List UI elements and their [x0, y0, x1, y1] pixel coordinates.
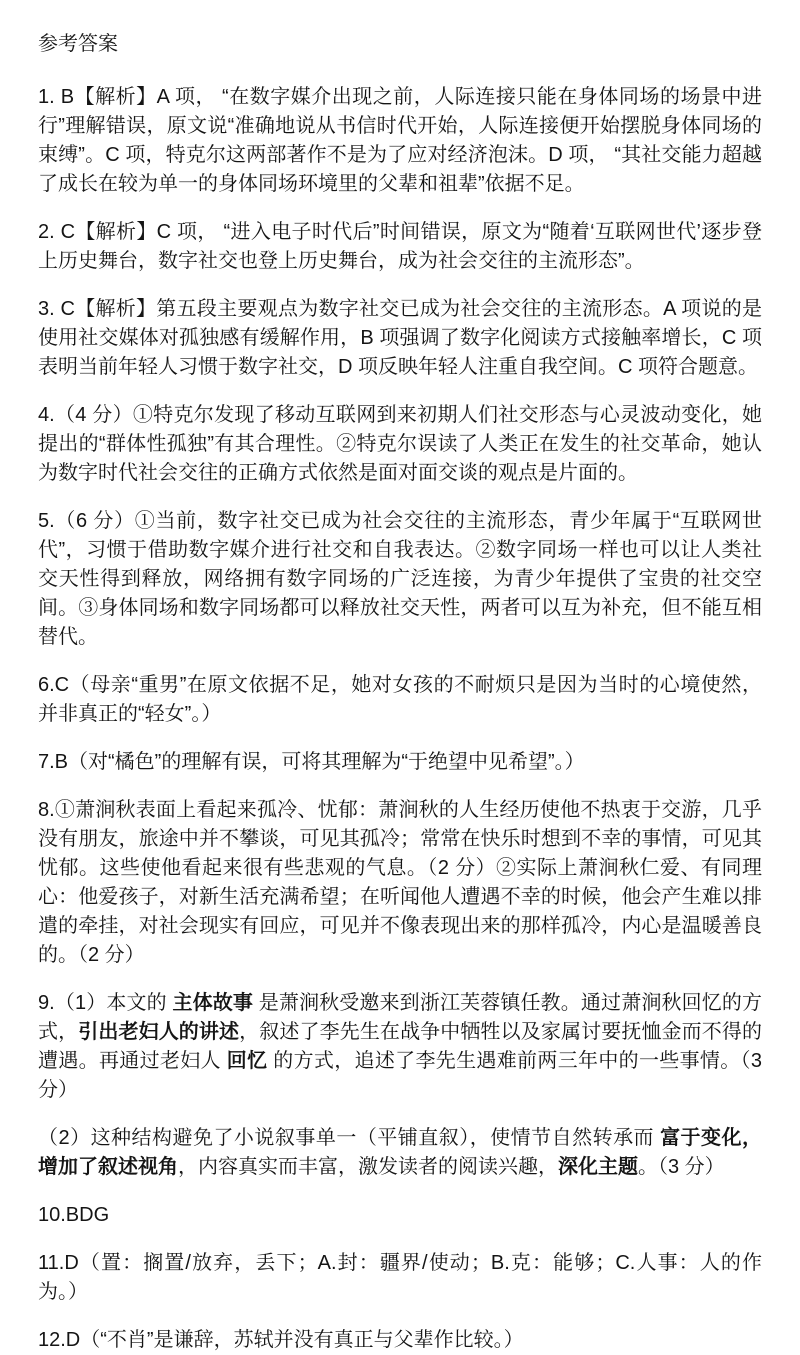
text-run: 9.（1）本文的: [38, 992, 173, 1014]
text-run: 6.C（母亲“重男”在原文依据不足，她对女孩的不耐烦只是因为当时的心境使然，并非真正的“轻女”。）: [38, 674, 762, 725]
bold-text-run: 引出老妇人的讲述: [78, 1021, 240, 1043]
text-run: 5.（6 分）①当前，数字社交已成为社会交往的主流形态，青少年属于“互联网世代”，习惯于借助数字媒介进行社交和自我表达。②数字同场一样也可以让人类社交天性得到释放，网络拥有数字同场的广泛连接，为青少年提供了宝贵的社交空间。③身体同场和数字同场都可以释放社交天性，两者可以互为补充，但不能互相替代。: [38, 510, 762, 648]
text-run: 10.BDG: [38, 1204, 110, 1226]
answer-paragraph: [38, 748, 762, 777]
bold-text-run: 深化主题: [558, 1156, 638, 1178]
text-run: 4.（4 分）①特克尔发现了移动互联网到来初期人们社交形态与心灵波动变化，她提出的“群体性孤独”有其合理性。②特克尔误读了人类正在发生的社交革命，她认为数字时代社会交往的正确方式依然是面对面交谈的观点是片面的。: [38, 404, 762, 484]
text-run: 。（3 分）: [638, 1156, 725, 1178]
answer-paragraph: [38, 989, 762, 1105]
text-run: 是萧涧秋受邀来到浙江芙蓉镇任教。通过萧涧秋回忆的方式，: [38, 992, 763, 1043]
answer-paragraph: [38, 1326, 762, 1355]
text-run: 的方式，追述了李先生遇难前两三年中的一些事情。（3 分）: [38, 1050, 762, 1101]
answer-paragraph: [38, 83, 762, 199]
answer-list: [38, 83, 762, 1355]
text-run: 1. B【解析】A 项， “在数字媒介出现之前，人际连接只能在身体同场的场景中进行”理解错误，原文说“准确地说从书信时代开始，人际连接便开始摆脱身体同场的束缚”。C 项，特克尔这两部著作不是为了应对经济泡沫。D 项， “其社交能力超越了成长在较为单一的身体同场环境里的父辈和祖辈”依据不足。: [38, 86, 762, 195]
answer-paragraph: [38, 507, 762, 652]
text-run: （2）这种结构避免了小说叙事单一（平铺直叙），使情节自然转承而: [38, 1127, 661, 1149]
text-run: ，内容真实而丰富，激发读者的阅读兴趣，: [178, 1156, 558, 1178]
bold-text-run: 主体故事: [172, 992, 254, 1014]
answer-paragraph: [38, 796, 762, 970]
text-run: 7.B（对“橘色”的理解有误，可将其理解为“于绝望中见希望”。）: [38, 751, 585, 773]
text-run: ，叙述了李先生在战争中牺牲以及家属讨要抚恤金而不得的遭遇。再通过老妇人: [38, 1021, 763, 1072]
text-run: 12.D（“不肖”是谦辞，苏轼并没有真正与父辈作比较。）: [38, 1329, 524, 1351]
bold-text-run: 回忆: [226, 1050, 268, 1072]
answer-paragraph: [38, 295, 762, 382]
bold-text-run: 富于变化，增加了叙述视角: [38, 1127, 763, 1178]
answer-paragraph: [38, 218, 762, 276]
page-title: 参考答案: [38, 33, 118, 55]
text-run: 2. C【解析】C 项， “进入电子时代后”时间错误，原文为“随着‘互联网世代’逐步登上历史舞台，数字社交也登上历史舞台，成为社会交往的主流形态”。: [38, 221, 762, 272]
text-run: 8.①萧涧秋表面上看起来孤冷、忧郁：萧涧秋的人生经历使他不热衷于交游，几乎没有朋友，旅途中并不攀谈，可见其孤冷；常常在快乐时想到不幸的事情，可见其忧郁。这些使他看起来很有些悲观的气息。（2 分）②实际上萧涧秋仁爱、有同理心：他爱孩子，对新生活充满希望；在听闻他人遭遇不幸的时候，他会产生难以排遣的牵挂，对社会现实有回应，可见并不像表现出来的那样孤冷，内心是温暖善良的。（2 分）: [38, 799, 762, 966]
answer-paragraph: [38, 1249, 762, 1307]
text-run: 11.D（置：搁置/放弃，丢下；A.封：疆界/使动；B.克：能够；C.人事：人的作为。）: [38, 1252, 762, 1303]
answer-paragraph: [38, 1124, 762, 1182]
answer-paragraph: [38, 1201, 762, 1230]
answer-paragraph: [38, 401, 762, 488]
answer-paragraph: [38, 671, 762, 729]
text-run: 3. C【解析】第五段主要观点为数字社交已成为社会交往的主流形态。A 项说的是使用社交媒体对孤独感有缓解作用，B 项强调了数字化阅读方式接触率增长，C 项表明当前年轻人习惯于数字社交，D 项反映年轻人注重自我空间。C 项符合题意。: [38, 298, 762, 378]
